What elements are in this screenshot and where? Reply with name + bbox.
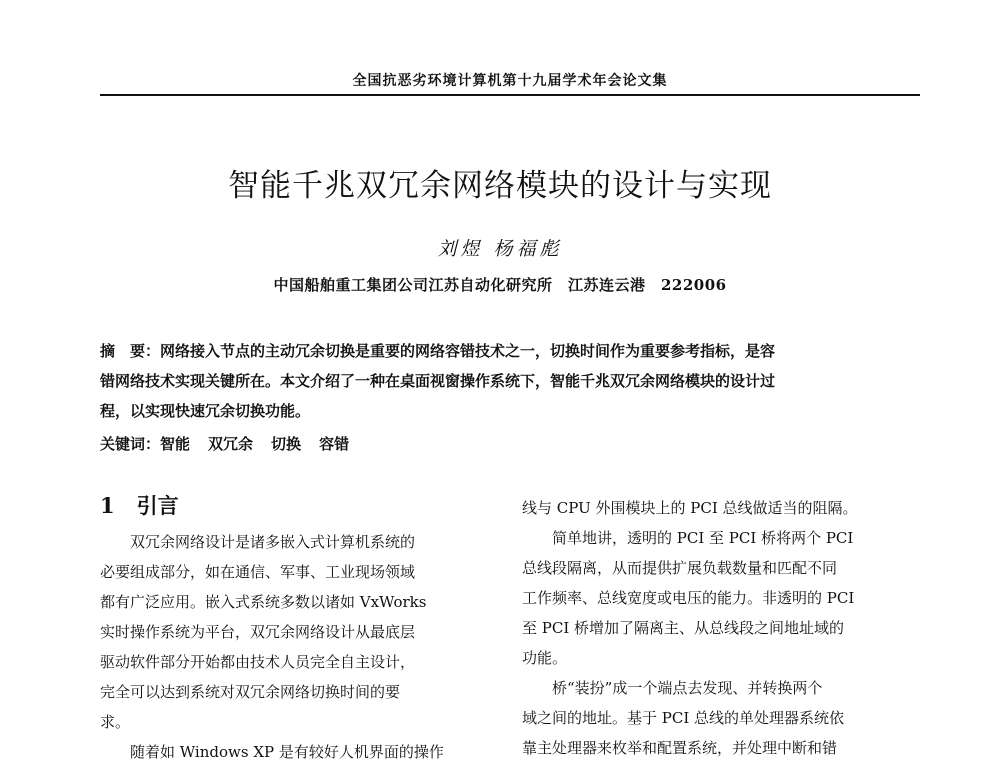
body-line: 总线段隔离，从而提供扩展负载数量和匹配不同 — [522, 559, 838, 577]
abstract-line — [100, 336, 920, 366]
authors: 刘煜 杨福彪 — [437, 238, 563, 260]
body-line: 靠主处理器来枚举和配置系统，并处理中断和错 — [522, 739, 838, 757]
section-title: 引言 — [136, 493, 179, 518]
section-number: 1 — [100, 493, 115, 518]
header-rule — [100, 94, 920, 96]
left-column — [100, 527, 493, 767]
body-line: 线与 CPU 外围模块上的 PCI 总线做适当的阻隔。 — [522, 499, 858, 517]
section-heading — [100, 490, 179, 520]
affiliation: 中国船舶重工集团公司江苏自动化研究所 江苏连云港 222006 — [273, 276, 727, 294]
body-line: 都有广泛应用。嵌入式系统多数以诸如 VxWorks — [100, 593, 427, 611]
abstract-text: 网络接入节点的主动冗余切换是重要的网络容错技术之一，切换时间作为重要参考指标，是容 — [160, 342, 776, 360]
keyword: 智能 — [160, 435, 191, 453]
abstract-label: 摘 要： — [100, 342, 161, 360]
body-line: 桥“装扮”成一个端点去发现、并转换两个 — [552, 679, 823, 697]
abstract-line: 错网络技术实现关键所在。本文介绍了一种在桌面视窗操作系统下，智能千兆双冗余网络模块的设计过 — [100, 372, 776, 390]
body-line: 至 PCI 桥增加了隔离主、从总线段之间地址域的 — [522, 619, 845, 637]
body-line: 双冗余网络设计是诸多嵌入式计算机系统的 — [130, 533, 416, 551]
keyword: 双冗余 — [208, 435, 254, 453]
abstract-line: 程，以实现快速冗余切换功能。 — [100, 402, 311, 420]
body-line: 域之间的地址。基于 PCI 总线的单处理器系统依 — [522, 709, 845, 727]
body-line: 功能。 — [522, 649, 568, 667]
body-line: 实时操作系统为平台，双冗余网络设计从最底层 — [100, 623, 416, 641]
body-line: 工作频率、总线宽度或电压的能力。非透明的 PCI — [522, 589, 855, 607]
body-line: 必要组成部分，如在通信、军事、工业现场领域 — [100, 563, 416, 581]
abstract — [100, 336, 920, 426]
body-line: 驱动软件部分开始都由技术人员完全自主设计， — [100, 653, 416, 671]
body-line: 简单地讲，透明的 PCI 至 PCI 桥将两个 PCI — [552, 529, 854, 547]
body-line: 完全可以达到系统对双冗余网络切换时间的要 — [100, 683, 401, 701]
right-column — [522, 493, 917, 763]
keyword: 切换 — [271, 435, 302, 453]
keyword: 容错 — [319, 435, 350, 453]
body-line: 求。 — [100, 713, 131, 731]
keywords-label: 关键词： — [100, 435, 161, 453]
running-header: 全国抗恶劣环境计算机第十九届学术年会论文集 — [352, 73, 668, 89]
body-line: 随着如 Windows XP 是有较好人机界面的操作 — [130, 743, 444, 761]
keywords — [100, 430, 920, 458]
paper-title: 智能千兆双冗余网络模块的设计与实现 — [228, 168, 772, 204]
